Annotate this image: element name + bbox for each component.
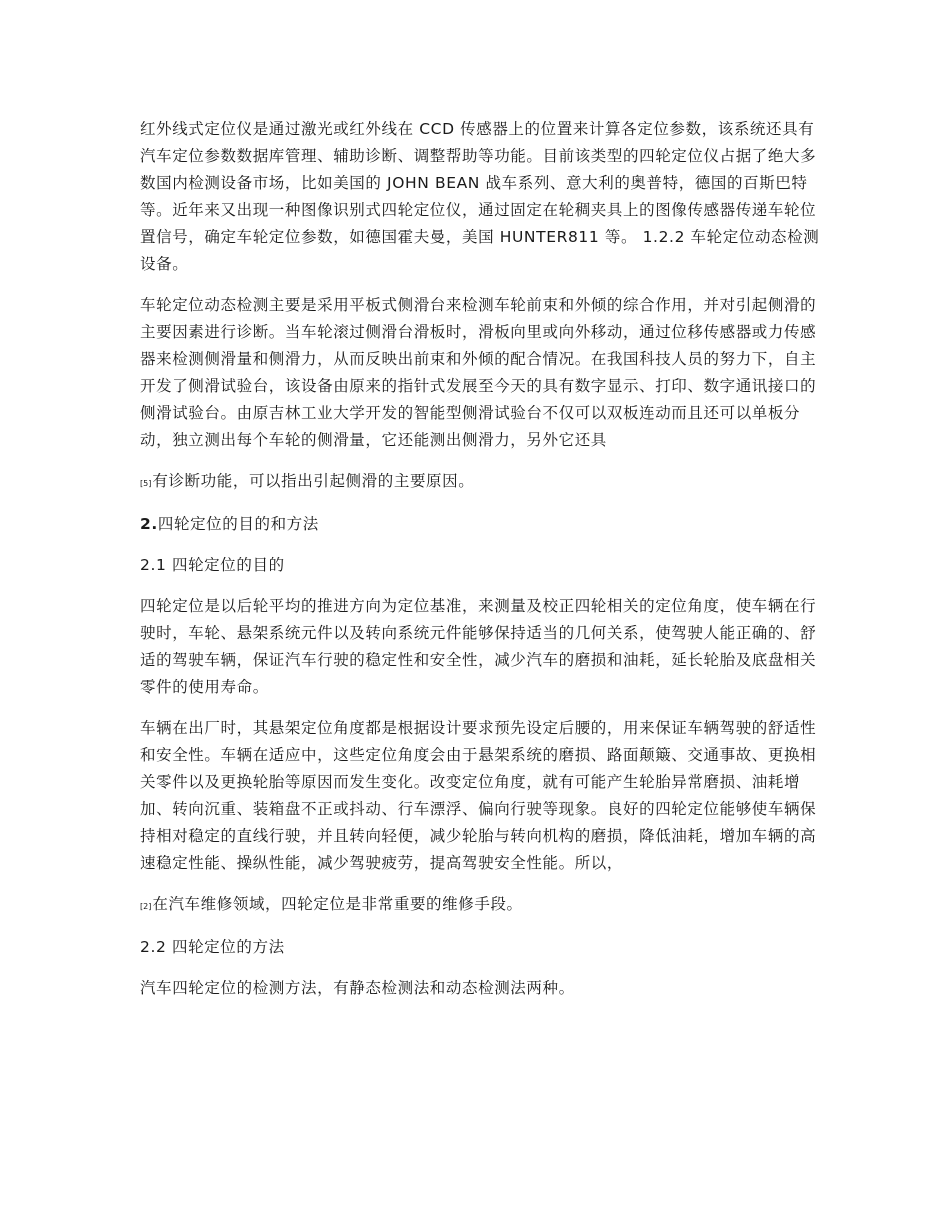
paragraph-alignment-purpose: 四轮定位是以后轮平均的推进方向为定位基准，来测量及校正四轮相关的定位角度，使车辆在行驶时，车轮、悬架系统元件以及转向系统元件能够保持适当的几何关系，使驾驶人能正确的、舒适的驾驶车辆，保证汽车行驶的稳定性和安全性，减少汽车的磨损和油耗，延长轮胎及底盘相关零件的使用寿命。 (140, 597, 817, 696)
document-page (140, 116, 820, 1016)
citation-marker: [5] (140, 479, 152, 488)
section-title: 四轮定位的目的和方法 (157, 515, 319, 533)
paragraph-text: 有诊断功能，可以指出引起侧滑的主要原因。 (152, 472, 475, 490)
subsection-heading-2-1: 2.1 四轮定位的目的 (140, 556, 285, 574)
paragraph-maintenance (140, 891, 820, 920)
section-number: 2. (140, 515, 158, 533)
citation-marker: [2] (140, 902, 152, 911)
paragraph-diagnosis-function (140, 468, 820, 497)
paragraph-factory-settings: 车辆在出厂时，其悬架定位角度都是根据设计要求预先设定后腰的，用来保证车辆驾驶的舒适性和安全性。车辆在适应中，这些定位角度会由于悬架系统的磨损、路面颠簸、交通事故、更换相关零件以及更换轮胎等原因而发生变化。改变定位角度，就有可能产生轮胎异常磨损、油耗增加、转向沉重、装箱盘不正或抖动、行车漂浮、偏向行驶等现象。良好的四轮定位能够使车辆保持相对稳定的直线行驶，并且转向轻便，减少轮胎与转向机构的磨损，降低油耗，增加车辆的高速稳定性能、操纵性能，减少驾驶疲劳，提高驾驶安全性能。所以， (140, 719, 817, 872)
subsection-heading-2-2: 2.2 四轮定位的方法 (140, 938, 285, 956)
paragraph-dynamic-detection: 车轮定位动态检测主要是采用平板式侧滑台来检测车轮前束和外倾的综合作用，并对引起侧滑的主要因素进行诊断。当车轮滚过侧滑台滑板时，滑板向里或向外移动，通过位移传感器或力传感器来检测侧滑量和侧滑力，从而反映出前束和外倾的配合情况。在我国科技人员的努力下，自主开发了侧滑试验台，该设备由原来的指针式发展至今天的具有数字显示、打印、数字通讯接口的侧滑试验台。由原吉林工业大学开发的智能型侧滑试验台不仅可以双板连动而且还可以单板分动，独立测出每个车轮的侧滑量，它还能测出侧滑力，另外它还具 (140, 296, 817, 449)
paragraph-text: 在汽车维修领域，四轮定位是非常重要的维修手段。 (152, 895, 523, 913)
paragraph-methods: 汽车四轮定位的检测方法，有静态检测法和动态检测法两种。 (140, 979, 575, 997)
paragraph-infrared-aligner: 红外线式定位仪是通过激光或红外线在 CCD 传感器上的位置来计算各定位参数，该系统还具有汽车定位参数数据库管理、辅助诊断、调整帮助等功能。目前该类型的四轮定位仪占据了绝大多数国内检测设备市场，比如美国的 JOHN BEAN 战车系列、意大利的奥普特，德国的百斯巴特等。近年来又出现一种图像识别式四轮定位仪，通过固定在轮稠夹具上的图像传感器传递车轮位置信号，确定车轮定位参数，如德国霍夫曼，美国 HUNTER811 等。 1.2.2 车轮定位动态检测设备。 (140, 120, 820, 273)
section-heading-2 (140, 511, 820, 538)
